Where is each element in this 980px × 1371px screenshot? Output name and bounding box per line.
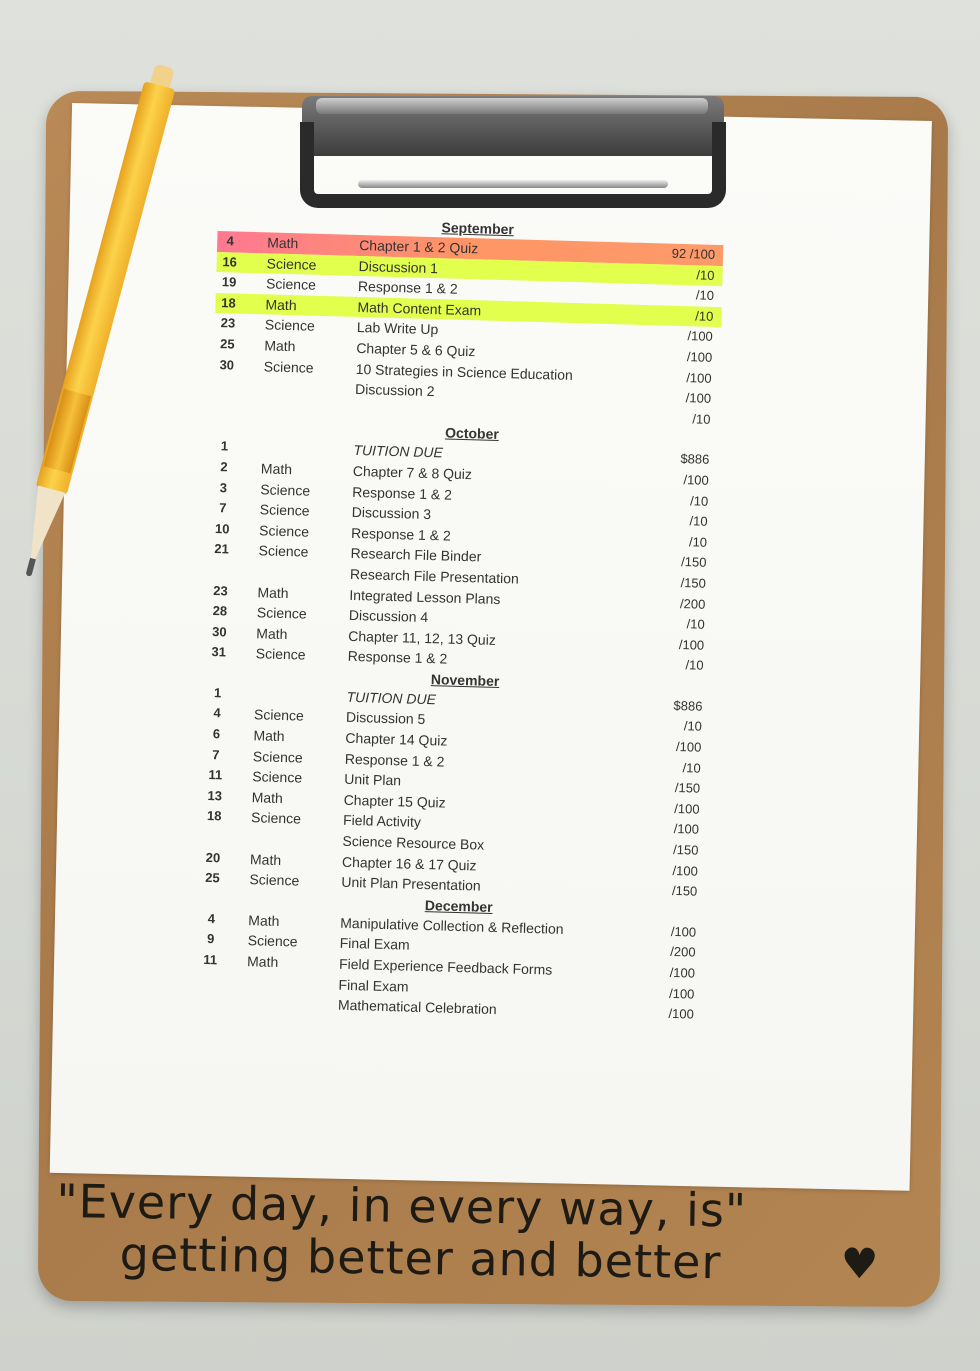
row-day: 4 [207, 910, 216, 927]
row-points: /10 [682, 759, 701, 776]
row-task: Response 1 & 2 [357, 278, 458, 297]
row-task: Research File Presentation [349, 565, 520, 587]
row-points: /10 [689, 492, 709, 509]
quote-line-1: "Every day, in every way, is" [56, 1173, 748, 1238]
row-subject: Math [253, 727, 285, 745]
row-points: /100 [669, 964, 696, 981]
row-points: /100 [674, 800, 700, 817]
row-task: Unit Plan Presentation [341, 873, 481, 894]
row-task: Discussion 5 [345, 709, 426, 728]
row-subject: Science [253, 706, 305, 725]
row-task: Discussion 1 [358, 257, 439, 276]
row-task: Response 1 & 2 [344, 750, 445, 770]
row-day: 13 [207, 787, 223, 804]
row-task: 10 Strategies in Science Education [355, 360, 574, 383]
row-subject: Math [256, 624, 288, 642]
row-points: /150 [680, 554, 707, 571]
row-task: Field Experience Feedback Forms [338, 955, 553, 978]
row-day: 20 [205, 849, 221, 865]
row-task: Chapter 1 & 2 Quiz [358, 236, 479, 257]
row-points: $886 [673, 697, 703, 714]
row-day: 18 [221, 294, 236, 311]
row-task: Discussion 2 [354, 381, 435, 400]
row-day: 28 [212, 603, 228, 619]
row-day: 7 [212, 746, 220, 762]
row-task: Discussion 4 [348, 606, 429, 626]
row-task: Integrated Lesson Plans [349, 586, 501, 607]
row-day: 25 [219, 336, 235, 352]
row-points: /100 [668, 985, 695, 1002]
row-points: /100 [686, 369, 712, 386]
row-subject: Science [247, 932, 298, 950]
row-task: Chapter 5 & 6 Quiz [356, 339, 476, 360]
row-task: Response 1 & 2 [347, 648, 448, 667]
row-subject: Math [267, 234, 299, 252]
quote-line-2: getting better and better [119, 1226, 722, 1290]
row-day: 23 [220, 315, 236, 331]
row-day: 19 [221, 274, 237, 290]
row-task: Unit Plan [344, 771, 402, 789]
row-task: TUITION DUE [353, 442, 444, 461]
row-day: 11 [203, 951, 218, 968]
row-day: 21 [214, 541, 230, 557]
row-subject: Science [258, 522, 310, 540]
row-task: Math Content Exam [357, 298, 482, 319]
row-day: 4 [213, 705, 221, 721]
row-day: 18 [206, 808, 222, 824]
row-subject: Math [249, 850, 282, 868]
row-day [199, 827, 229, 828]
row-task: Chapter 7 & 8 Quiz [352, 462, 473, 483]
row-task: Chapter 16 & 17 Quiz [341, 853, 477, 874]
row-day: 1 [213, 684, 222, 701]
row-points: /10 [692, 411, 711, 427]
row-subject: Science [252, 747, 303, 766]
clip-rail [316, 98, 708, 114]
row-points: /150 [674, 780, 701, 796]
row-day: 4 [226, 233, 235, 249]
row-points: /150 [671, 883, 698, 899]
handwritten-quote [45, 1170, 937, 1302]
row-task: Final Exam [339, 935, 410, 954]
row-day: 7 [218, 500, 227, 516]
row-task: Lab Write Up [356, 319, 439, 338]
clip-lever [300, 122, 726, 208]
row-points: /200 [679, 595, 706, 612]
row-day: 30 [219, 356, 235, 373]
row-subject: Science [249, 871, 300, 889]
row-subject: Math [260, 460, 293, 478]
row-points: /150 [672, 842, 699, 858]
row-points: /10 [686, 616, 705, 632]
row-points: /100 [683, 472, 709, 488]
row-day: 31 [211, 644, 227, 660]
row-points: /10 [688, 534, 708, 550]
row-subject: Science [255, 645, 306, 663]
row-day: 23 [213, 582, 228, 598]
row-subject: Science [259, 501, 310, 519]
row-points: /10 [683, 718, 703, 735]
row-subject: Science [250, 809, 302, 828]
heart-icon: ♥ [840, 1238, 879, 1289]
row-task: Field Activity [342, 812, 422, 831]
row-day: 16 [222, 253, 238, 270]
row-points: /10 [695, 308, 714, 324]
row-day: 11 [208, 767, 223, 783]
schedule-list [176, 210, 738, 1026]
row-points: /100 [673, 821, 700, 838]
row-points: /100 [686, 349, 713, 365]
row-points: /10 [696, 266, 715, 283]
row-task: Research File Binder [350, 545, 482, 565]
row-task: Mathematical Celebration [337, 996, 497, 1018]
month-heading: November [430, 671, 500, 689]
row-points: 92 /100 [671, 245, 716, 262]
row-subject: Math [264, 337, 296, 355]
row-points: /100 [668, 1006, 695, 1022]
row-subject: Science [263, 357, 314, 376]
row-points: /100 [685, 390, 712, 407]
row-subject: Math [248, 911, 280, 929]
row-subject: Science [266, 254, 317, 273]
row-day: 9 [206, 931, 215, 947]
row-task: TUITION DUE [346, 688, 437, 708]
row-subject: Math [246, 953, 279, 970]
row-day [206, 560, 236, 561]
row-day: 2 [220, 459, 228, 475]
row-day: 6 [212, 726, 221, 742]
row-task: Chapter 11, 12, 13 Quiz [348, 627, 497, 648]
row-task: Chapter 15 Quiz [343, 791, 446, 811]
row-subject: Science [256, 604, 307, 622]
row-task: Final Exam [338, 976, 409, 995]
row-task: Discussion 3 [351, 503, 432, 523]
row-points: /200 [670, 944, 696, 961]
row-points: /10 [689, 513, 708, 529]
row-day: 3 [219, 479, 228, 495]
row-subject: Science [258, 542, 309, 560]
row-day: 25 [205, 870, 220, 886]
row-day [195, 970, 225, 971]
row-task: Chapter 14 Quiz [345, 729, 448, 749]
row-subject: Science [252, 768, 303, 786]
month-heading: October [444, 424, 500, 443]
row-task: Science Resource Box [342, 832, 485, 853]
row-day [211, 396, 241, 397]
row-task: Response 1 & 2 [352, 483, 453, 503]
row-points: /10 [685, 657, 704, 674]
month-heading: September [441, 219, 515, 238]
row-points: /10 [695, 287, 715, 304]
row-subject: Math [257, 583, 289, 601]
month-heading: December [424, 896, 493, 915]
row-day [194, 991, 224, 992]
row-day: 30 [211, 623, 227, 640]
row-day [212, 375, 242, 376]
row-points: $886 [680, 451, 710, 468]
row-subject: Science [264, 316, 315, 335]
row-points: /150 [680, 574, 707, 591]
row-points: /100 [675, 739, 702, 755]
row-points: /100 [678, 636, 705, 653]
row-points: /100 [672, 862, 699, 879]
row-task: Manipulative Collection & Reflection [340, 914, 564, 937]
row-day: 10 [214, 520, 230, 537]
row-subject: Science [265, 275, 317, 293]
row-subject: Math [251, 789, 284, 806]
clip-wire [358, 180, 668, 188]
row-points: /100 [670, 923, 697, 940]
row-subject: Math [265, 296, 297, 314]
row-day: 1 [220, 438, 229, 454]
row-points: /100 [687, 328, 713, 345]
row-task: Response 1 & 2 [350, 524, 451, 544]
row-subject: Science [260, 480, 311, 499]
